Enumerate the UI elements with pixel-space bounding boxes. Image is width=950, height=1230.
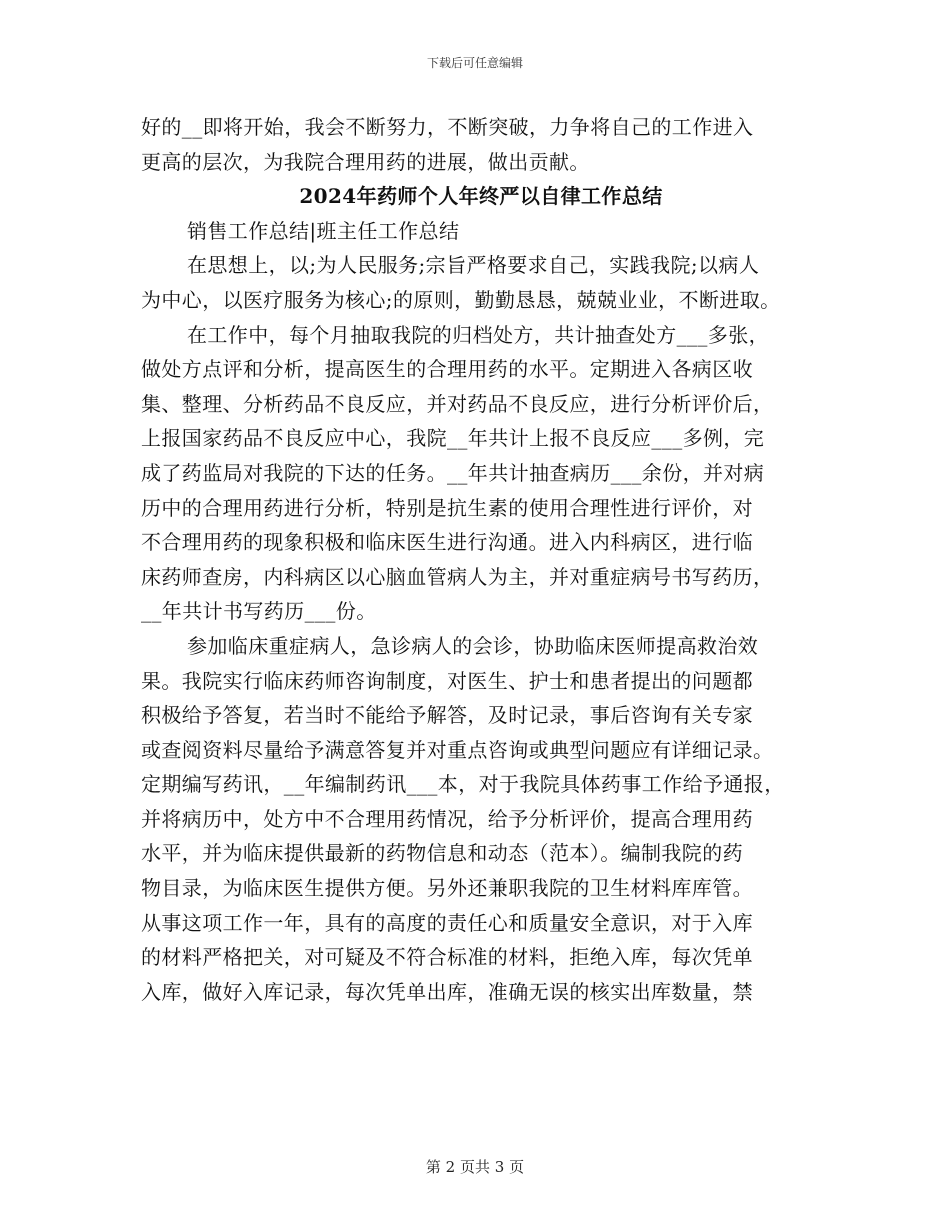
section-title: 2024年药师个人年终严以自律工作总结 [299,184,663,209]
text-line: 成了药监局对我院的下达的任务。__年共计抽查病历___余份，并对病 [141,460,765,485]
text-line: 不合理用药的现象积极和临床医生进行沟通。进入内科病区，进行临 [141,530,753,555]
text-line: 好的__即将开始，我会不断努力，不断突破，力争将自己的工作进入 [141,115,754,139]
text-line: 物目录，为临床医生提供方便。另外还兼职我院的卫生材料库库管。 [141,876,753,901]
page-footer: 第 2 页共 3 页 [425,1158,525,1176]
text-line: 更高的层次，为我院合理用药的进展，做出贡献。 [141,149,590,174]
page-header: 下载后可任意编辑 [426,56,523,70]
text-line: 定期编写药讯，__年编制药讯___本，对于我院具体药事工作给予通报， [141,772,785,797]
text-line: 并将病历中，处方中不合理用药情况，给予分析评价，提高合理用药 [141,806,753,831]
text-line: 为中心，以医疗服务为核心;的原则，勤勤恳恳，兢兢业业，不断进取。 [141,287,781,312]
text-line: 历中的合理用药进行分析，特别是抗生素的使用合理性进行评价，对 [141,495,753,520]
text-line: 入库，做好入库记录，每次凭单出库，准确无误的核实出库数量，禁 [141,979,753,1004]
document-body [141,110,821,1009]
text-line: 果。我院实行临床药师咨询制度，对医生、护士和患者提出的问题都 [141,668,753,693]
paragraph-start: 在思想上，以;为人民服务;宗旨严格要求自己，实践我院;以病人 [187,253,760,278]
text-line: __年共计书写药历___份。 [141,599,377,624]
text-line: 销售工作总结|班主任工作总结 [187,218,460,243]
text-line: 床药师查房，内科病区以心脑血管病人为主，并对重症病号书写药历， [141,564,774,589]
text-line: 或查阅资料尽量给予满意答复并对重点咨询或典型问题应有详细记录。 [141,737,774,762]
text-line: 从事这项工作一年，具有的高度的责任心和质量安全意识，对于入库 [141,910,753,935]
text-line: 集、整理、分析药品不良反应，并对药品不良反应，进行分析评价后， [141,391,774,416]
paragraph-start: 参加临床重症病人，急诊病人的会诊，协助临床医师提高救治效 [187,633,759,658]
text-line: 水平，并为临床提供最新的药物信息和动态（范本）。编制我院的药 [141,841,743,866]
paragraph-start: 在工作中，每个月抽取我院的归档处方，共计抽查处方___多张， [187,322,769,347]
text-line: 的材料严格把关，对可疑及不符合标准的材料，拒绝入库，每次凭单 [141,945,753,970]
text-line: 上报国家药品不良反应中心，我院__年共计上报不良反应___多例，完 [141,426,765,451]
text-line: 积极给予答复，若当时不能给予解答，及时记录，事后咨询有关专家 [141,703,753,728]
text-line: 做处方点评和分析，提高医生的合理用药的水平。定期进入各病区收 [141,357,753,382]
